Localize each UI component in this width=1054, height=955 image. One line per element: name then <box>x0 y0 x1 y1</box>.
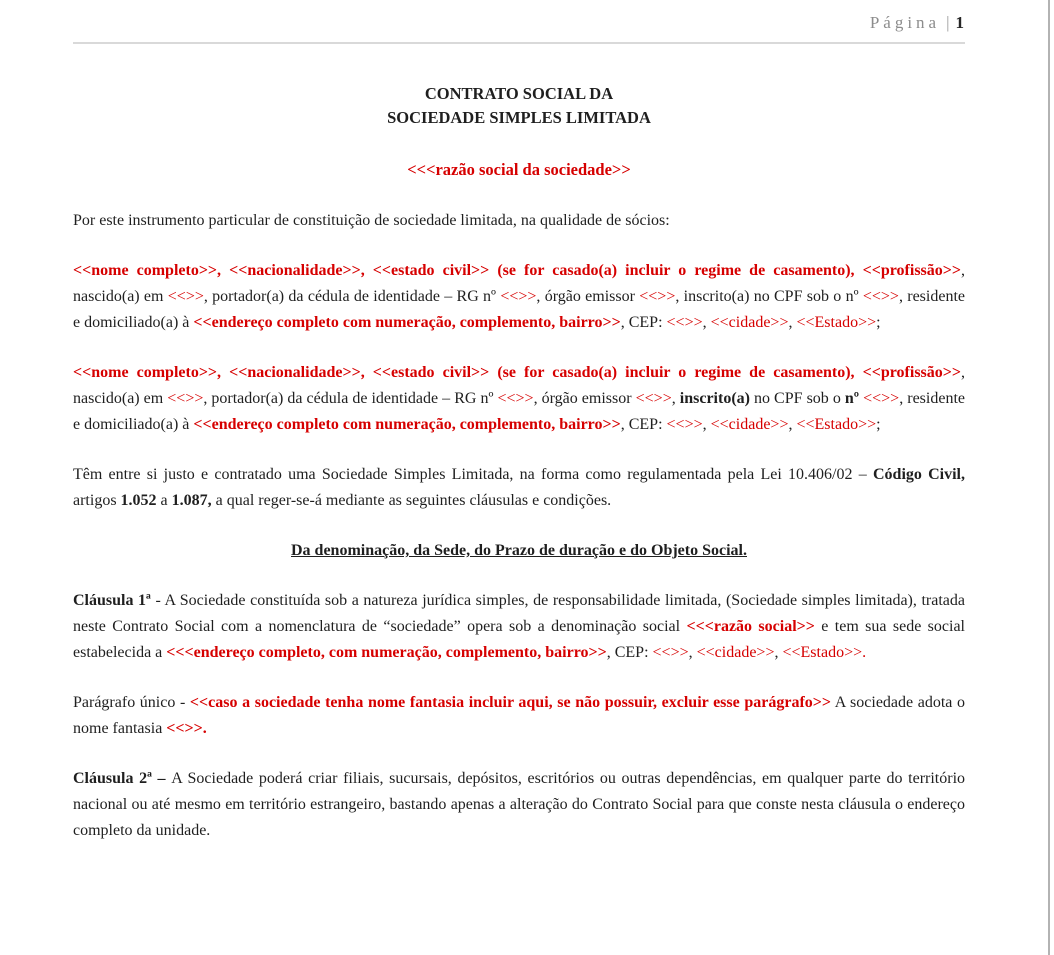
page-number: 1 <box>955 13 965 32</box>
header-divider-line <box>73 42 965 44</box>
partner-2-paragraph: <<nome completo>>, <<nacionalidade>>, <<estado civil>> (se for casado(a) incluir o regime de casamento), <<profissão>>, nascido(a) em <<>>, portador(a) da cédula de identidade – RG nº <<>>, órgão emissor <<>>, inscrito(a) no CPF sob o nº <<>>, residente e domiciliado(a) à <<endereço completo com numeração, complemento, bairro>>, CEP: <<>>, <<cidade>>, <<Estado>>; <box>73 364 965 433</box>
company-name-placeholder: <<<razão social da sociedade>> <box>407 160 631 179</box>
document-body <box>73 74 965 844</box>
clause-2-paragraph: Cláusula 2ª – A Sociedade poderá criar filiais, sucursais, depósitos, escritórios ou outras dependências, em qualquer parte do território nacional ou até mesmo em território estrangeiro, bastando apenas a alteração do Contrato Social para que conste nesta cláusula o endereço completo da unidade. <box>73 770 966 839</box>
page-header <box>73 13 965 33</box>
intro-paragraph: Por este instrumento particular de constituição de sociedade limitada, na qualidade de sócios: <box>73 212 670 229</box>
law-reference-paragraph: Têm entre si justo e contratado uma Sociedade Simples Limitada, na forma como regulamentada pela Lei 10.406/02 – Código Civil, artigos 1.052 a 1.087, a qual reger-se-á mediante as seguintes cláusulas e condições. <box>73 466 966 509</box>
page-word-label: Página <box>869 13 941 32</box>
partner-1-paragraph: <<nome completo>>, <<nacionalidade>>, <<estado civil>> (se for casado(a) incluir o regime de casamento), <<profissão>>, nascido(a) em <<>>, portador(a) da cédula de identidade – RG nº <<>>, órgão emissor <<>>, inscrito(a) no CPF sob o nº <<>>, residente e domiciliado(a) à <<endereço completo com numeração, complemento, bairro>>, CEP: <<>>, <<cidade>>, <<Estado>>; <box>73 262 966 331</box>
sole-paragraph: Parágrafo único - <<caso a sociedade tenha nome fantasia incluir aqui, se não possuir, excluir esse parágrafo>> A sociedade adota o nome fantasia <<>>. <box>73 694 966 737</box>
document-title-line-1: CONTRATO SOCIAL DA <box>424 84 614 103</box>
page-number-separator: | <box>946 13 954 32</box>
clause-1-paragraph: Cláusula 1ª - A Sociedade constituída sob a natureza jurídica simples, de responsabilidade limitada, (Sociedade simples limitada), tratada neste Contrato Social com a nomenclatura de “sociedade” opera sob a denominação social <<<razão social>> e tem sua sede social estabelecida a <<<endereço completo, com numeração, complemento, bairro>>, CEP: <<>>, <<cidade>>, <<Estado>>. <box>73 592 966 661</box>
page-edge-line <box>1048 0 1050 955</box>
document-title-line-2: SOCIEDADE SIMPLES LIMITADA <box>387 108 651 127</box>
section-heading: Da denominação, da Sede, do Prazo de duração e do Objeto Social. <box>291 542 747 559</box>
document-title <box>73 82 965 130</box>
